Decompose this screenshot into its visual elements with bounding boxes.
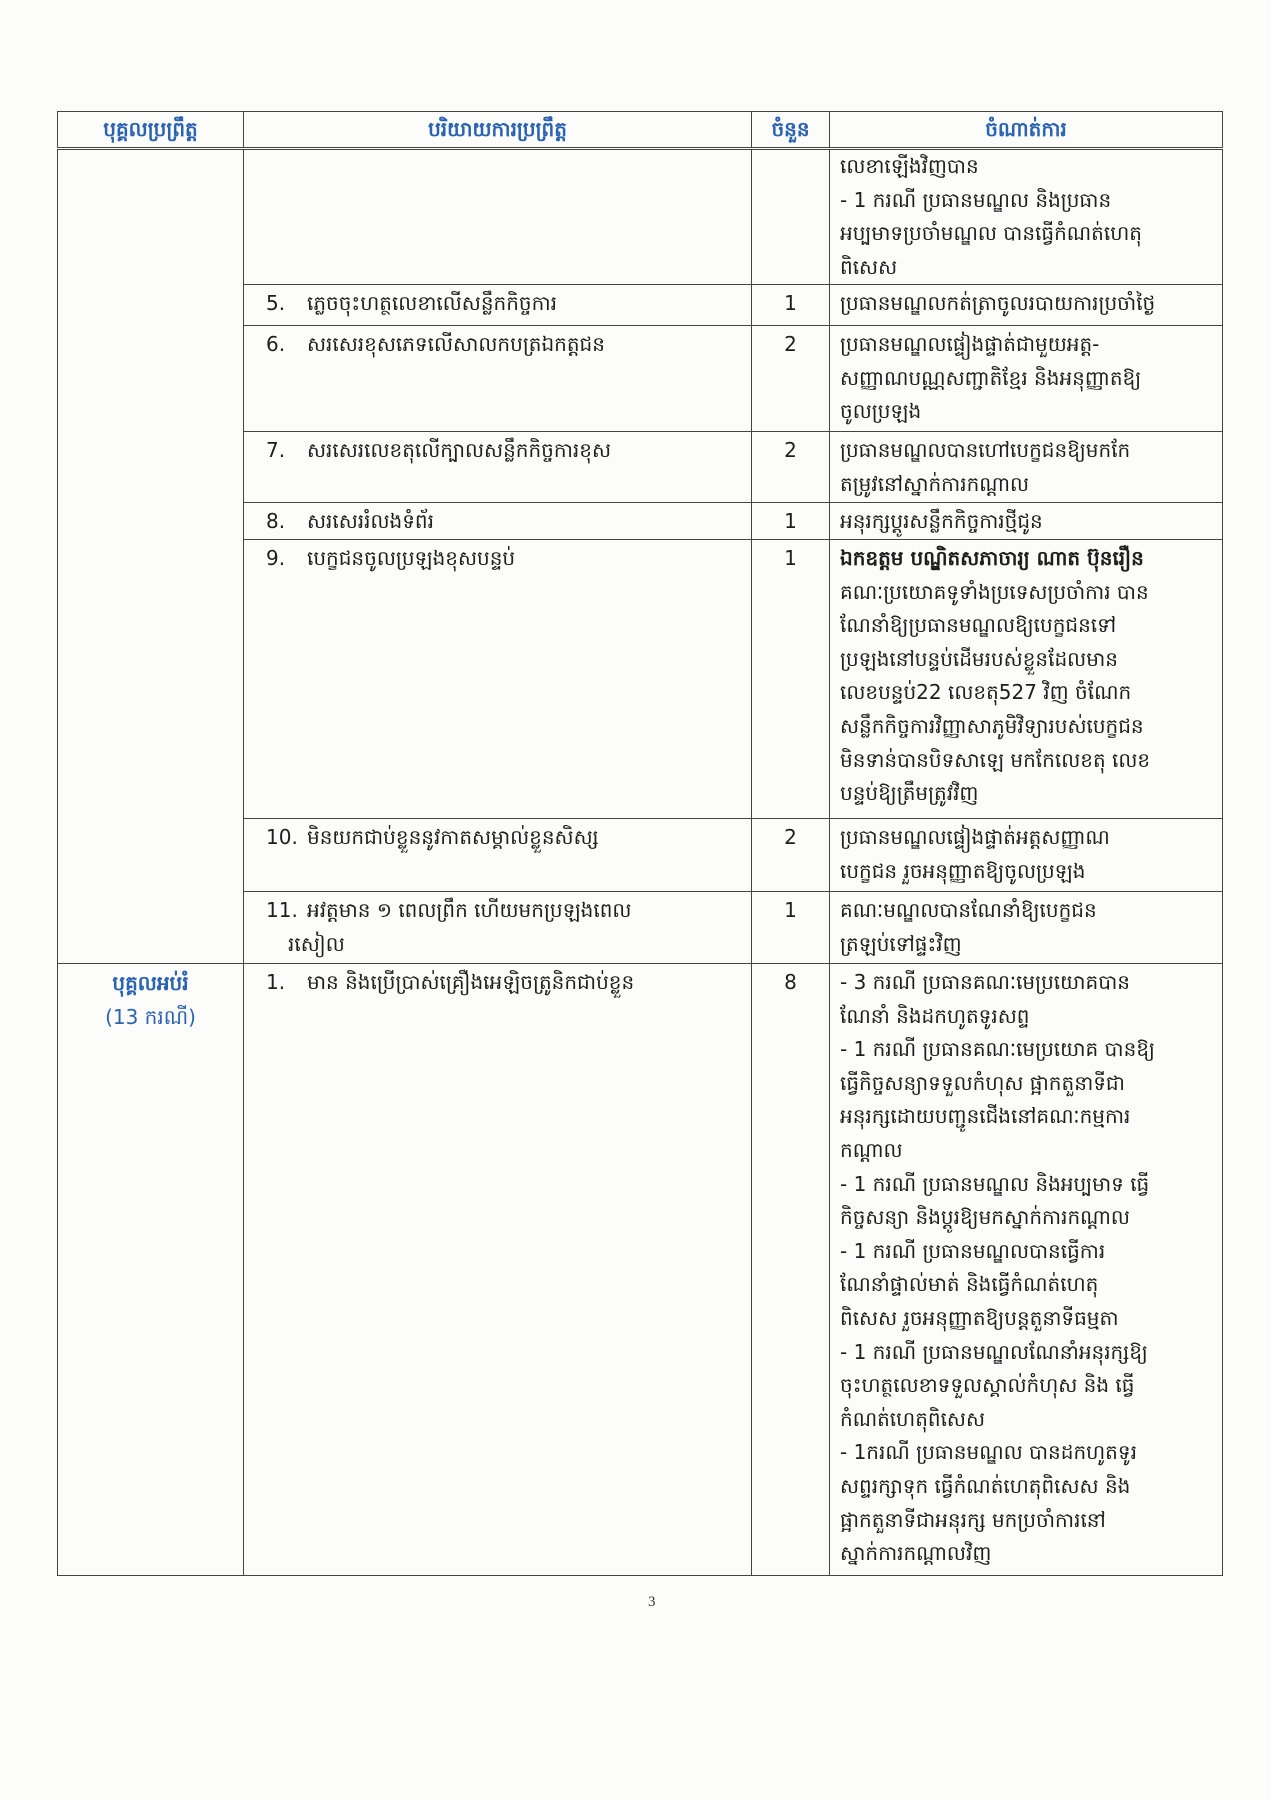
action-line: ប្រធានមណ្ឌលផ្ទៀងផ្ទាត់អត្តសញ្ញាណ <box>840 825 1110 849</box>
action-line: សព្ទរក្សាទុក ធ្វើកំណត់ហេតុពិសេស និង <box>840 1473 1131 1498</box>
description-cell <box>244 964 752 1576</box>
count-cell <box>752 503 830 540</box>
action-line: - 1 ករណី ប្រធានមណ្ឌលបានធ្វើការ <box>840 1238 1106 1263</box>
item-number: 6. <box>266 332 286 356</box>
action-line: - 1ករណី ប្រធានមណ្ឌល បានដកហូតទូរ <box>840 1440 1137 1465</box>
action-line: គណៈប្រយោគទូទាំងប្រទេសប្រចាំការ បាន <box>840 579 1149 604</box>
action-line: ចុះហត្ថលេខាទទួលស្គាល់កំហុស និង ធ្វើ <box>840 1373 1135 1398</box>
header-description: បរិយាយការប្រព្រឹត្ត <box>244 112 752 149</box>
count-cell <box>752 149 830 285</box>
table-header-row <box>58 112 1223 149</box>
page-number: 3 <box>648 1594 656 1610</box>
count-cell <box>752 819 830 892</box>
action-line: ប្រឡងនៅបន្ទប់ដើមរបស់ខ្លួនដែលមាន <box>840 646 1118 671</box>
count-cell <box>752 964 830 1576</box>
count-cell <box>752 432 830 503</box>
action-cell <box>830 819 1223 892</box>
description-cell <box>244 503 752 540</box>
action-line: អប្បមាទប្រចាំមណ្ឌល បានធ្វើកំណត់ហេតុ <box>840 221 1142 246</box>
group-case-count: (13 ករណី) <box>105 1004 196 1029</box>
description-text: បេក្ខជនចូលប្រឡងខុសបន្ទប់ <box>307 546 516 570</box>
header-count: ចំនួន <box>752 112 830 149</box>
action-line: - 1 ករណី ប្រធានគណៈមេប្រយោគ បានឱ្យ <box>840 1037 1155 1062</box>
count-value: 1 <box>784 509 797 533</box>
action-cell <box>830 964 1223 1576</box>
action-line: ធ្វើកិច្ចសន្យាទទួលកំហុស ផ្អាកតួនាទីជា <box>840 1070 1125 1095</box>
description-cell <box>244 540 752 819</box>
action-cell <box>830 326 1223 432</box>
description-line: រសៀល <box>288 931 345 956</box>
group-label: បុគ្គលអប់រំ <box>112 971 189 995</box>
description-line <box>266 821 745 855</box>
description-line <box>266 287 745 321</box>
offender-cell <box>58 964 244 1576</box>
item-number: 1. <box>266 970 286 994</box>
description-cell <box>244 432 752 503</box>
action-cell <box>830 149 1223 285</box>
action-line: ណែនាំផ្ទាល់មាត់ និងធ្វើកំណត់ហេតុ <box>840 1272 1099 1297</box>
action-line: តម្រូវនៅស្នាក់ការកណ្តាល <box>840 471 1030 496</box>
action-heading: ឯកឧត្តម បណ្ឌិតសភាចារ្យ ណាត ប៊ុនរឿន <box>840 546 1144 570</box>
description-cell <box>244 149 752 285</box>
count-value: 1 <box>784 898 797 922</box>
action-line: ស្នាក់ការកណ្តាលវិញ <box>840 1541 992 1566</box>
description-cell <box>244 285 752 326</box>
item-number: 9. <box>266 546 286 570</box>
count-value: 2 <box>784 438 797 462</box>
count-cell <box>752 540 830 819</box>
action-line: សញ្ញាណបណ្ណសញ្ជាតិខ្មែរ និងអនុញ្ញាតឱ្យ <box>840 365 1142 390</box>
action-line: ណែនាំឱ្យប្រធានមណ្ឌលឱ្យបេក្ខជនទៅ <box>840 613 1117 638</box>
description-line <box>266 505 745 539</box>
action-line: ពិសេស <box>840 254 898 279</box>
action-line: ប្រធានមណ្ឌលបានហៅបេក្ខជនឱ្យមកកែ <box>840 438 1131 462</box>
count-value: 8 <box>784 970 797 994</box>
action-line: ប្រធានមណ្ឌលផ្ទៀងផ្ទាត់ជាមួយអត្ត- <box>840 332 1100 356</box>
action-cell <box>830 540 1223 819</box>
count-cell <box>752 285 830 326</box>
count-value: 1 <box>784 291 797 315</box>
action-line: - 1 ករណី ប្រធានមណ្ឌល និងអប្បមាទ ធ្វើ <box>840 1171 1150 1196</box>
count-cell <box>752 892 830 964</box>
action-line: ពិសេស រួចអនុញ្ញាតឱ្យបន្តតួនាទីធម្មតា <box>840 1305 1119 1330</box>
description-cell <box>244 892 752 964</box>
description-text: សរសេរលេខតុលើក្បាលសន្លឹកកិច្ចការខុស <box>307 438 612 462</box>
action-line: លេខាឡើងវិញបាន <box>840 154 979 178</box>
action-line: អនុរក្សប្តូរសន្លឹកកិច្ចការថ្មីជូន <box>840 509 1043 533</box>
count-cell <box>752 326 830 432</box>
count-value: 2 <box>784 825 797 849</box>
action-line: - 1 ករណី ប្រធានមណ្ឌលណែនាំអនុរក្សឱ្យ <box>840 1339 1148 1364</box>
count-value: 2 <box>784 332 797 356</box>
description-text: សរសេររំលងទំព័រ <box>307 509 434 533</box>
action-line: បេក្ខជន រួចអនុញ្ញាតឱ្យចូលប្រឡង <box>840 858 1086 883</box>
description-line <box>266 542 745 576</box>
action-line: លេខបន្ទប់22 លេខតុ527 វិញ ចំណែក <box>840 680 1132 705</box>
table-row <box>58 964 1223 1576</box>
item-number: 8. <box>266 509 286 533</box>
action-line: អនុរក្សដោយបញ្ជូនជើងនៅគណៈកម្មការ <box>840 1104 1131 1129</box>
action-line: គណៈមណ្ឌលបានណែនាំឱ្យបេក្ខជន <box>840 898 1097 922</box>
table-row <box>58 149 1223 285</box>
action-line: ចូលប្រឡង <box>840 399 922 424</box>
description-text: សរសេរខុសភេទលើសាលកបត្រឯកត្តជន <box>307 332 605 356</box>
incident-table <box>57 111 1223 1576</box>
offender-cell <box>58 149 244 964</box>
action-line: - 1 ករណី ប្រធានមណ្ឌល និងប្រធាន <box>840 187 1112 212</box>
description-line <box>266 434 745 468</box>
action-line: កំណត់ហេតុពិសេស <box>840 1406 986 1431</box>
item-number: 10. <box>266 825 298 849</box>
action-cell <box>830 432 1223 503</box>
description-text: មិនយកជាប់ខ្លួននូវកាតសម្គាល់ខ្លួនសិស្ស <box>307 825 599 849</box>
item-number: 7. <box>266 438 286 462</box>
count-value: 1 <box>784 546 797 570</box>
action-line: ប្រធានមណ្ឌលកត់ត្រាចូលរបាយការប្រចាំថ្ងៃ <box>840 291 1156 315</box>
header-offender: បុគ្គលប្រព្រឹត្ត <box>58 112 244 149</box>
header-action: ចំណាត់ការ <box>830 112 1223 149</box>
item-number: 5. <box>266 291 286 315</box>
action-line: ត្រឡប់ទៅផ្ទះវិញ <box>840 931 962 956</box>
action-cell <box>830 892 1223 964</box>
description-cell <box>244 819 752 892</box>
action-cell <box>830 285 1223 326</box>
description-line <box>266 328 745 362</box>
description-text: មាន និងប្រើប្រាស់គ្រឿងអេឡិចត្រូនិកជាប់ខ្លួន <box>307 970 635 994</box>
action-line: ណែនាំ និងដកហូតទូរសព្ទ <box>840 1003 1030 1028</box>
description-line <box>266 894 745 928</box>
action-line: សន្លឹកកិច្ចការវិញ្ញាសាភូមិវិទ្យារបស់បេក្ខជន <box>840 713 1144 738</box>
action-line: បន្ទប់ឱ្យត្រឹមត្រូវវិញ <box>840 781 979 806</box>
action-cell <box>830 503 1223 540</box>
action-line: មិនទាន់បានបិទសាឡេ មកកែលេខតុ លេខ <box>840 747 1151 772</box>
description-cell <box>244 326 752 432</box>
description-line <box>266 966 745 1000</box>
description-text: ភ្លេចចុះហត្ថលេខាលើសន្លឹកកិច្ចការ <box>307 291 557 315</box>
item-number: 11. <box>266 898 298 922</box>
action-line: កណ្តាល <box>840 1137 903 1162</box>
action-line: កិច្ចសន្យា និងប្តូរឱ្យមកស្នាក់ការកណ្តាល <box>840 1205 1130 1230</box>
description-text: អវត្តមាន ១ ពេលព្រឹក ហើយមកប្រឡងពេល <box>307 898 632 922</box>
action-line: - 3 ករណី ប្រធានគណៈមេប្រយោគបាន <box>840 970 1130 994</box>
action-line: ផ្អាកតួនាទីជាអនុរក្ស មកប្រចាំការនៅ <box>840 1507 1106 1532</box>
